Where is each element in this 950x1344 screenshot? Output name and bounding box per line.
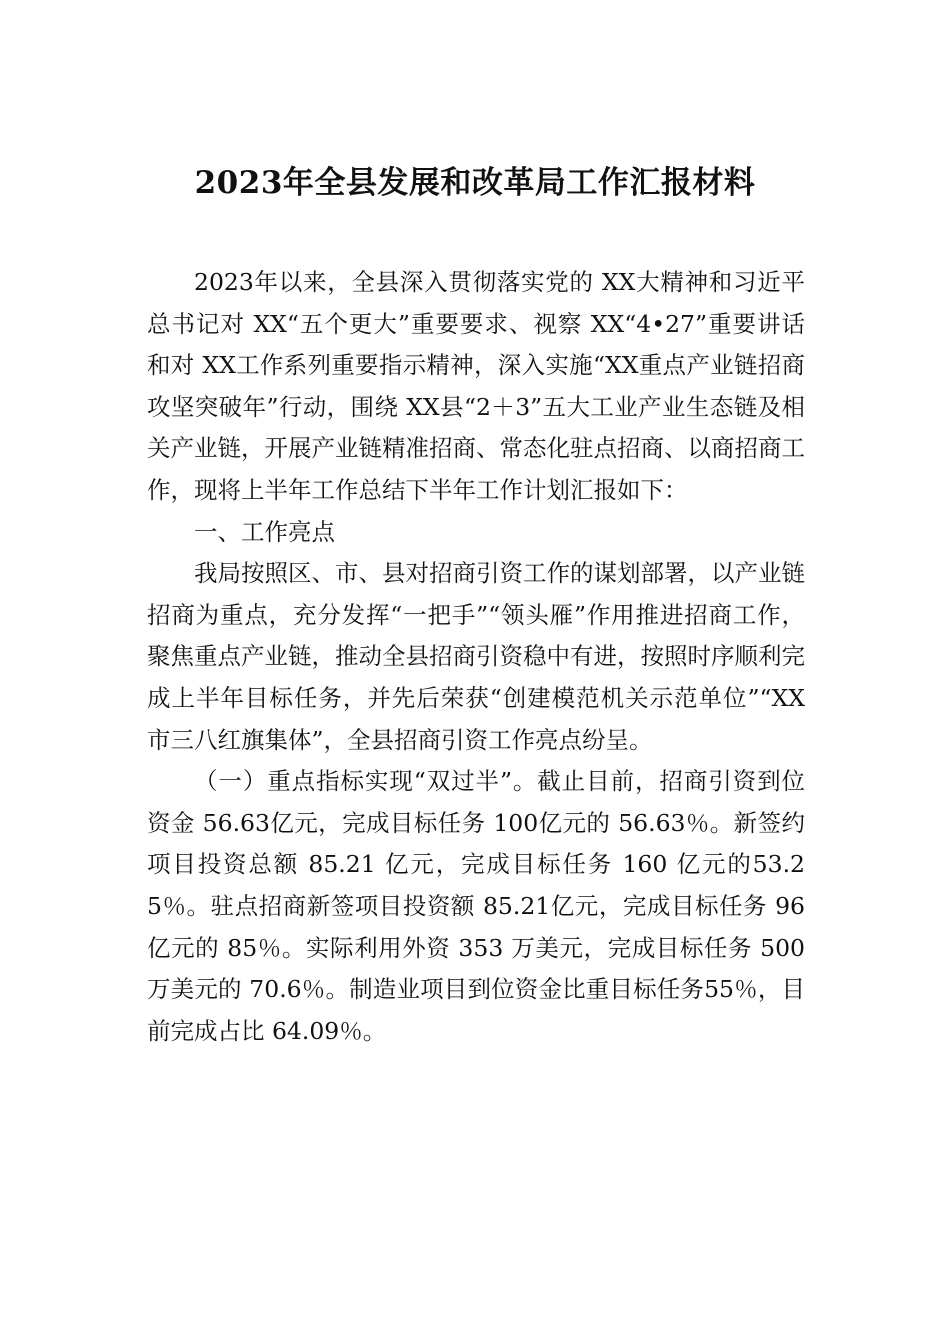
indicators-paragraph: （一）重点指标实现“双过半”。截止目前，招商引资到位资金 56.63亿元，完成目标任务 100亿元的 56.63％。新签约项目投资总额 85.21 亿元，完成目标任务 160 亿元的53.25％。驻点招商新签项目投资额 85.21亿元，完成目标任务 96亿元的 85％。实际利用外资 353 万美元，完成目标任务 500万美元的 70.6％。制造业项目到位资金比重目标任务55％，目前完成占比 64.09％。 [147,767,805,1045]
document-title: 2023年全县发展和改革局工作汇报材料 [194,165,756,201]
intro-paragraph: 2023年以来，全县深入贯彻落实党的 XX大精神和习近平总书记对 XX“五个更大”重要要求、视察 XX“4•27”重要讲话和对 XX工作系列重要指示精神，深入实施“XX重点产业链招商攻坚突破年”行动，围绕 XX县“2＋3”五大工业产业生态链及相关产业链，开展产业链精准招商、常态化驻点招商、以商招商工作，现将上半年工作总结下半年工作计划汇报如下： [147,268,805,504]
highlights-paragraph: 我局按照区、市、县对招商引资工作的谋划部署，以产业链招商为重点，充分发挥“一把手”“领头雁”作用推进招商工作，聚焦重点产业链，推动全县招商引资稳中有进，按照时序顺利完成上半年目标任务，并先后荣获“创建模范机关示范单位”“XX 市三八红旗集体”，全县招商引资工作亮点纷呈。 [147,559,805,754]
section-heading: 一、工作亮点 [194,517,335,546]
document-body [147,262,805,1052]
